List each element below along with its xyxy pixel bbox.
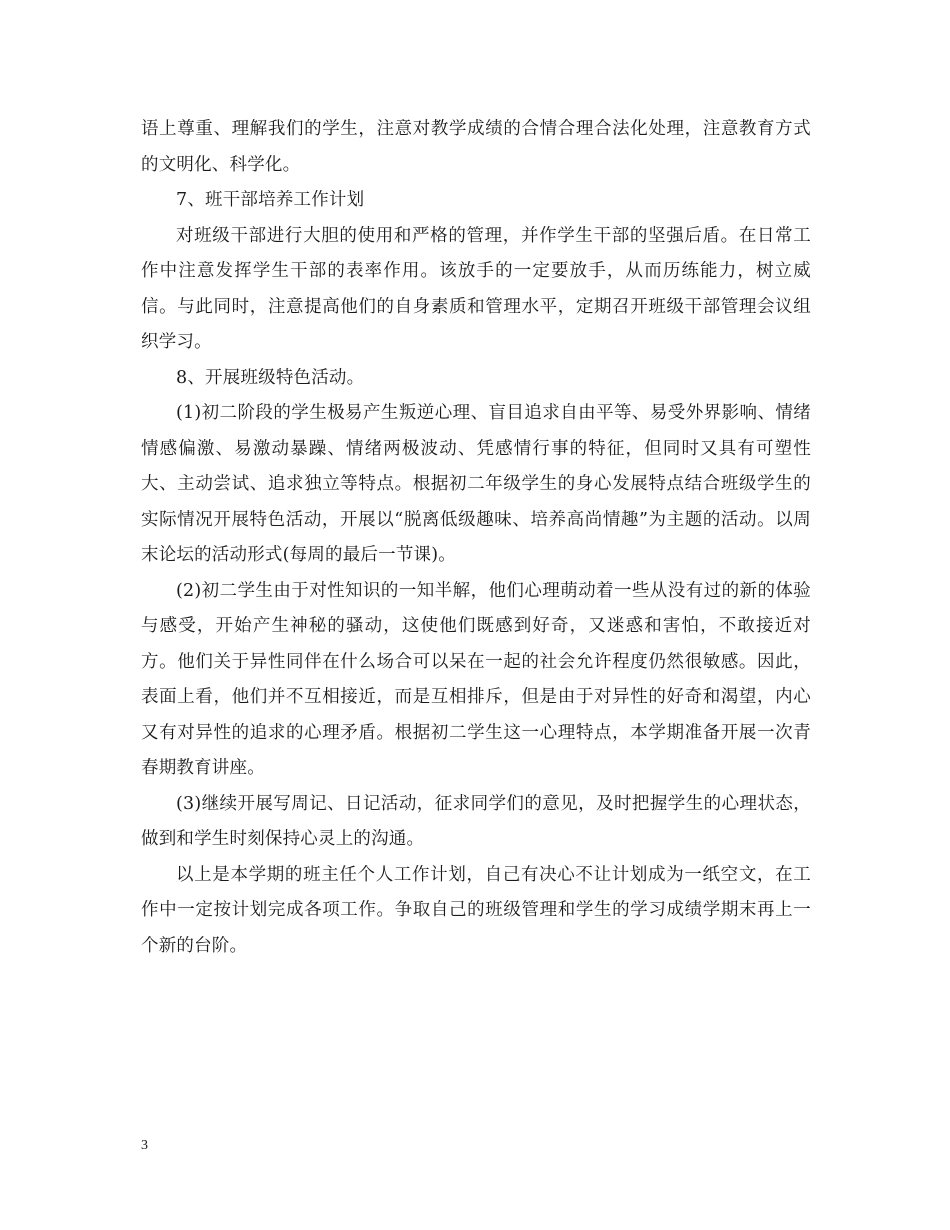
paragraph-activity-3: (3)继续开展写周记、日记活动，征求同学们的意见，及时把握学生的心理状态，做到和学生时刻保持心灵上的沟通。 bbox=[141, 793, 811, 849]
paragraph-activity-2: (2)初二学生由于对性知识的一知半解，他们心理萌动着一些从没有过的新的体验与感受，开始产生神秘的骚动，这使他们既感到好奇，又迷惑和害怕，不敢接近对方。他们关于异性同伴在什么场合可以呆在一起的社会允许程度仍然很敏感。因此，表面上看，他们并不互相接近，而是互相排斥，但是由于对异性的好奇和渴望，内心又有对异性的追求的心理矛盾。根据初二学生这一心理特点，本学期准备开展一次青春期教育讲座。 bbox=[141, 580, 811, 778]
document-body bbox=[141, 112, 811, 964]
section-heading-class-activities: 8、开展班级特色活动。 bbox=[176, 367, 365, 388]
paragraph-continuation: 语上尊重、理解我们的学生，注意对教学成绩的合情合理合法化处理，注意教育方式的文明化、科学化。 bbox=[141, 119, 811, 175]
paragraph-activity-1: (1)初二阶段的学生极易产生叛逆心理、盲目追求自由平等、易受外界影响、情绪情感偏激、易激动暴躁、情绪两极波动、凭感情行事的特征，但同时又具有可塑性大、主动尝试、追求独立等特点。根据初二年级学生的身心发展特点结合班级学生的实际情况开展特色活动，开展以“脱离低级趣味、培养高尚情趣”为主题的活动。以周末论坛的活动形式(每周的最后一节课)。 bbox=[141, 403, 811, 565]
section-heading-class-cadre-plan: 7、班干部培养工作计划 bbox=[176, 190, 365, 210]
paragraph-class-cadre-management: 对班级干部进行大胆的使用和严格的管理，并作学生干部的坚强后盾。在日常工作中注意发挥学生干部的表率作用。该放手的一定要放手，从而历练能力，树立威信。与此同时，注意提高他们的自身素质和管理水平，定期召开班级干部管理会议组织学习。 bbox=[141, 225, 811, 352]
paragraph-conclusion: 以上是本学期的班主任个人工作计划，自己有决心不让计划成为一纸空文，在工作中一定按计划完成各项工作。争取自己的班级管理和学生的学习成绩学期末再上一个新的台阶。 bbox=[141, 864, 811, 956]
page-number: 3 bbox=[141, 1138, 148, 1153]
